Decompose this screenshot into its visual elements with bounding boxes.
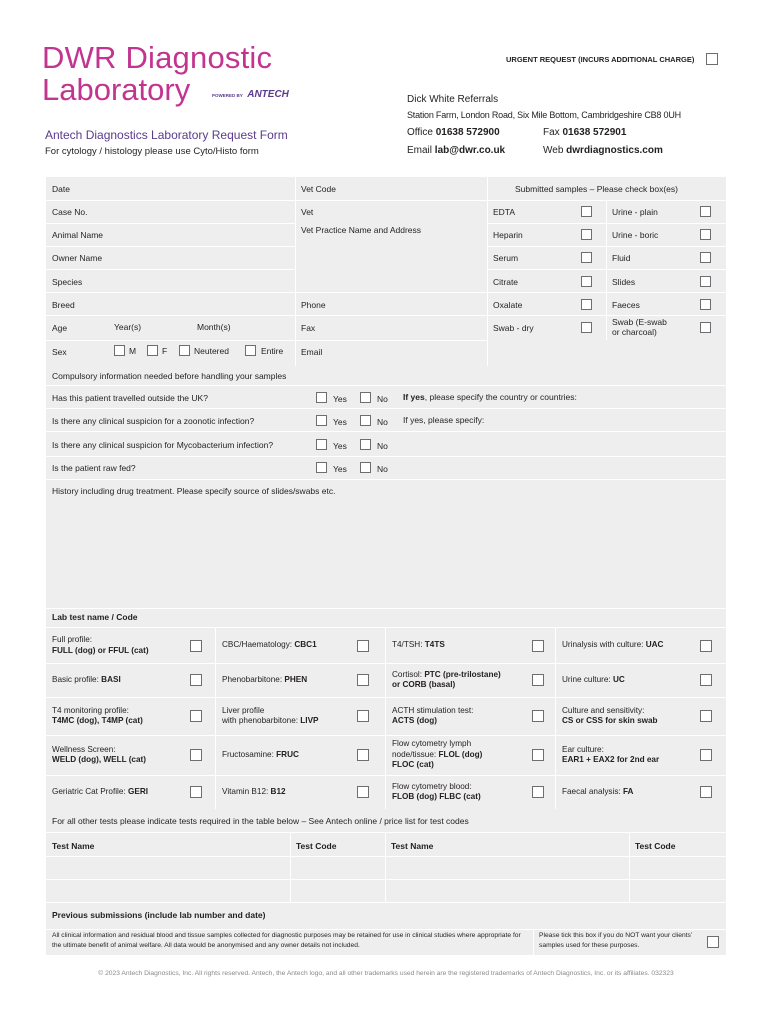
lab-test-item (392, 670, 532, 691)
sample-label: Faeces (612, 300, 640, 310)
vet-code-field[interactable]: Vet Code (301, 184, 336, 194)
vet-email-field[interactable]: Email (301, 347, 323, 357)
sample-label: Fluid (612, 253, 631, 263)
lab-test-line (562, 640, 702, 651)
lab-test-text: EAR1 + EAX2 for 2nd ear (562, 755, 660, 764)
lab-test-checkbox[interactable] (532, 710, 544, 722)
q4-no-checkbox[interactable] (360, 462, 371, 473)
sample-label: Slides (612, 277, 636, 287)
lab-test-line (222, 716, 362, 727)
lab-test-checkbox[interactable] (190, 674, 202, 686)
sample-label: Oxalate (493, 300, 523, 310)
footer-copyright: © 2023 Antech Diagnostics, Inc. All rights reserved. Antech, the Antech logo, and all other trademarks used herein are the registered trademarks of Antech Diagnostics, Inc. or its affiliates. 032323 (98, 970, 674, 977)
q1-no-checkbox[interactable] (360, 392, 371, 403)
sample-checkbox[interactable] (581, 299, 592, 310)
lab-test-text: T4MC (dog), T4MP (cat) (52, 716, 143, 725)
lab-test-line (392, 670, 532, 681)
question-q2: Is there any clinical suspicion for a zoonotic infection? (52, 416, 255, 426)
web-link[interactable]: dwrdiagnostics.com (566, 145, 663, 156)
sex-m-label: M (129, 346, 137, 356)
vet-fax-field[interactable]: Fax (301, 323, 316, 333)
lab-test-text: Fructosamine: (222, 749, 277, 759)
breed-field[interactable]: Breed (52, 300, 75, 310)
lab-test-text: GERI (127, 786, 149, 796)
lab-test-line (392, 716, 532, 727)
q2-no-label: No (377, 417, 388, 427)
patient-details-panel (46, 177, 726, 367)
sample-label: Citrate (493, 277, 519, 287)
lab-test-text: Full profile: (52, 635, 93, 644)
lab-test-item (562, 787, 702, 798)
logo-line1: DWR Diagnostic (42, 40, 273, 75)
history-field[interactable]: History including drug treatment. Please specify source of slides/swabs etc. (52, 486, 336, 496)
lab-test-line (222, 706, 362, 717)
lab-test-line (52, 745, 192, 756)
lab-test-line (222, 675, 362, 686)
lab-test-text: FRUC (276, 749, 299, 759)
lab-test-checkbox[interactable] (190, 749, 202, 761)
logo-line2: Laboratory (42, 72, 191, 107)
lab-test-checkbox[interactable] (700, 749, 712, 761)
vet-practice-field[interactable]: Vet Practice Name and Address (301, 225, 422, 235)
lab-test-item (222, 787, 362, 798)
case-no-field[interactable]: Case No. (52, 207, 88, 217)
lab-test-line (562, 706, 702, 717)
animal-name-field[interactable]: Animal Name (52, 230, 104, 240)
sample-checkbox[interactable] (700, 322, 711, 333)
lab-test-text: Vitamin B12: (222, 786, 271, 796)
lab-test-item (562, 745, 702, 766)
lab-test-line (562, 787, 702, 798)
lab-test-checkbox[interactable] (357, 674, 369, 686)
sample-label: Urine - boric (612, 230, 659, 240)
lab-test-text: Wellness Screen: (52, 744, 116, 754)
q1-yes-checkbox[interactable] (316, 392, 327, 403)
lab-test-text: Basic profile: (52, 674, 102, 684)
lab-test-text: FLOB (dog) FLBC (cat) (392, 792, 481, 801)
q1-note (403, 392, 577, 402)
test-name-header-1: Test Name (52, 841, 95, 851)
q1-no-label: No (377, 394, 388, 404)
lab-test-text: PHEN (284, 674, 308, 684)
lab-test-item (52, 787, 192, 798)
lab-test-checkbox[interactable] (700, 674, 712, 686)
lab-test-text: CBC/Haematology: (222, 640, 295, 650)
lab-test-line (392, 782, 532, 793)
lab-test-item (52, 706, 192, 727)
vet-field[interactable]: Vet (301, 207, 314, 217)
lab-test-text: CS or CSS for skin swab (562, 716, 658, 725)
lab-test-line (222, 640, 362, 651)
lab-test-text: UC (612, 674, 625, 684)
lab-tests-header: Lab test name / Code (52, 612, 138, 622)
lab-test-text: Geriatric Cat Profile: (52, 786, 128, 796)
lab-test-text: FULL (dog) or FFUL (cat) (52, 645, 149, 655)
age-months-label: Month(s) (197, 322, 231, 332)
q1-note-text: , please specify the country or countries: (424, 392, 577, 402)
lab-test-checkbox[interactable] (700, 710, 712, 722)
q3-yes-checkbox[interactable] (316, 439, 327, 450)
sample-checkbox[interactable] (700, 299, 711, 310)
sex-label: Sex (52, 347, 67, 357)
form-subtitle: For cytology / histology please use Cyto/Histo form (45, 146, 259, 157)
lab-test-line (392, 680, 532, 691)
lab-test-line (52, 716, 192, 727)
lab-test-text: ACTH stimulation test: (392, 705, 474, 715)
lab-test-text: Culture and sensitivity: (562, 705, 645, 715)
lab-test-checkbox[interactable] (357, 749, 369, 761)
previous-submissions-field[interactable]: Previous submissions (include lab number and date) (52, 910, 266, 920)
lab-test-checkbox[interactable] (700, 640, 712, 652)
lab-test-text: FLOC (cat) (392, 760, 434, 770)
lab-test-text: FA (622, 786, 634, 796)
lab-test-text: CBC1 (294, 640, 317, 650)
lab-test-text: or CORB (basal) (392, 680, 456, 689)
sample-checkbox[interactable] (581, 322, 592, 333)
lab-test-line (52, 755, 192, 766)
sex-m-checkbox[interactable] (114, 345, 125, 356)
lab-test-text: T4 monitoring profile: (52, 705, 129, 715)
sample-checkbox[interactable] (581, 252, 592, 263)
neutered-checkbox[interactable] (179, 345, 190, 356)
lab-test-item (222, 750, 362, 761)
q2-no-checkbox[interactable] (360, 415, 371, 426)
lab-test-text: Phenobarbitone: (222, 674, 285, 684)
website (543, 145, 663, 156)
lab-test-line (392, 760, 532, 771)
data-notice: All clinical information and residual blood and tissue samples collected for diagnostic purposes may be retained for use in clinical studies where appropriate for the ultimate benefit of animal welfare. All data would be anonymised and any owner details not included. (52, 932, 521, 949)
office-phone (407, 127, 500, 138)
lab-test-text: BASI (101, 674, 121, 684)
lab-test-item (222, 640, 362, 651)
lab-test-item (392, 706, 532, 727)
question-q3: Is there any clinical suspicion for Mycobacterium infection? (52, 440, 274, 450)
owner-name-field[interactable]: Owner Name (52, 253, 103, 263)
q4-yes-checkbox[interactable] (316, 462, 327, 473)
lab-test-text: LIVP (300, 716, 319, 725)
lab-test-text: T4/TSH: (392, 640, 425, 650)
q2-yes-checkbox[interactable] (316, 415, 327, 426)
test-name-header-2: Test Name (391, 841, 434, 851)
test-code-header-1: Test Code (296, 841, 337, 851)
sample-label: Urine - plain (612, 207, 658, 217)
form-title: Antech Diagnostics Laboratory Request Form (45, 128, 288, 142)
q4-no-label: No (377, 464, 388, 474)
q3-no-label: No (377, 441, 388, 451)
lab-test-text: UAC (645, 640, 664, 650)
lab-test-line (52, 675, 192, 686)
lab-test-checkbox[interactable] (532, 674, 544, 686)
q2-note: If yes, please specify: (403, 415, 485, 425)
q4-yes-label: Yes (333, 464, 347, 474)
sample-label: Swab (E-swab or charcoal) (612, 317, 667, 337)
lab-test-text: WELD (dog), WELL (cat) (52, 755, 146, 764)
optout-text: Please tick this box if you do NOT want your clients’ samples used for these purposes. (539, 932, 693, 949)
email (407, 145, 505, 156)
lab-test-item (562, 706, 702, 727)
lab-test-line (562, 755, 702, 766)
q3-yes-label: Yes (333, 441, 347, 451)
lab-test-checkbox[interactable] (532, 749, 544, 761)
sample-label: Heparin (493, 230, 523, 240)
q2-yes-label: Yes (333, 417, 347, 427)
lab-test-line (52, 787, 192, 798)
other-tests-header: For all other tests please indicate tests required in the table below – See Antech online / price list for test codes (52, 816, 469, 826)
age-years-label: Year(s) (114, 322, 142, 332)
lab-test-line (52, 706, 192, 717)
lab-test-line (222, 750, 362, 761)
lab-test-line (562, 675, 702, 686)
sample-checkbox[interactable] (581, 276, 592, 287)
lab-test-checkbox[interactable] (357, 710, 369, 722)
lab-test-checkbox[interactable] (357, 640, 369, 652)
logo (42, 42, 302, 106)
lab-test-text: Ear culture: (562, 744, 604, 754)
sample-checkbox[interactable] (700, 206, 711, 217)
sample-checkbox[interactable] (700, 229, 711, 240)
lab-test-checkbox[interactable] (357, 786, 369, 798)
lab-test-text: Flow cytometry blood: (392, 781, 472, 791)
lab-test-checkbox[interactable] (532, 640, 544, 652)
lab-test-line (392, 792, 532, 803)
q1-note-bold: If yes (403, 392, 425, 402)
lab-test-text: Cortisol: (392, 669, 425, 679)
neutered-label: Neutered (194, 346, 229, 356)
lab-test-line (222, 787, 362, 798)
lab-test-text: PTC (pre-trilostane) (424, 669, 501, 679)
lab-test-text: with phenobarbitone: (222, 716, 301, 725)
lab-test-text: Liver profile (222, 705, 265, 715)
fax-label: Fax (543, 127, 560, 138)
test-code-header-2: Test Code (635, 841, 676, 851)
lab-test-line (52, 635, 192, 646)
sample-checkbox[interactable] (581, 229, 592, 240)
office-number: 01638 572900 (435, 127, 500, 138)
date-field[interactable]: Date (52, 184, 70, 194)
lab-test-line (52, 646, 192, 657)
sample-checkbox[interactable] (700, 276, 711, 287)
sample-label: EDTA (493, 207, 516, 217)
entire-label: Entire (261, 346, 284, 356)
powered-by-text: POWERED BY (212, 93, 243, 98)
lab-test-text: node/tissue: (392, 749, 439, 759)
species-field[interactable]: Species (52, 277, 83, 287)
lab-test-item (52, 635, 192, 656)
vet-phone-field[interactable]: Phone (301, 300, 326, 310)
lab-test-line (392, 750, 532, 761)
lab-test-text: T4TS (424, 640, 445, 650)
lab-test-text: Flow cytometry lymph (392, 739, 472, 749)
q3-no-checkbox[interactable] (360, 439, 371, 450)
powered-by (212, 84, 289, 102)
lab-test-line (392, 739, 532, 750)
fax-value: 01638 572901 (562, 127, 627, 138)
sex-f-label: F (162, 346, 168, 356)
lab-test-text: Urinalysis with culture: (562, 640, 646, 650)
sample-label: Serum (493, 253, 519, 263)
lab-test-checkbox[interactable] (532, 786, 544, 798)
question-q1: Has this patient travelled outside the UK? (52, 393, 208, 403)
question-q4: Is the patient raw fed? (52, 463, 136, 473)
lab-test-item (52, 675, 192, 686)
entire-checkbox[interactable] (245, 345, 256, 356)
web-label: Web (543, 145, 564, 156)
sample-checkbox[interactable] (581, 206, 592, 217)
email-link[interactable]: lab@dwr.co.uk (434, 145, 506, 156)
lab-name: Dick White Referrals (407, 94, 499, 105)
lab-test-item (222, 706, 362, 727)
lab-test-checkbox[interactable] (190, 786, 202, 798)
lab-test-item (392, 739, 532, 771)
fax-number (543, 127, 626, 138)
urgent-request-label: URGENT REQUEST (INCURS ADDITIONAL CHARGE) (506, 55, 695, 64)
sex-f-checkbox[interactable] (147, 345, 158, 356)
lab-test-item (562, 640, 702, 651)
lab-test-checkbox[interactable] (190, 710, 202, 722)
lab-test-item (52, 745, 192, 766)
lab-test-line (392, 706, 532, 717)
lab-test-text: B12 (270, 786, 286, 796)
lab-test-checkbox[interactable] (700, 786, 712, 798)
optout-checkbox[interactable] (707, 936, 719, 948)
sample-label: Swab - dry (493, 323, 534, 333)
lab-test-checkbox[interactable] (190, 640, 202, 652)
office-label: Office (407, 127, 433, 138)
lab-test-line (562, 745, 702, 756)
samples-header: Submitted samples – Please check box(es) (515, 184, 678, 194)
urgent-request-checkbox[interactable] (706, 53, 718, 65)
sample-checkbox[interactable] (700, 252, 711, 263)
lab-test-line (392, 640, 532, 651)
lab-test-text: Urine culture: (562, 674, 613, 684)
lab-test-line (562, 716, 702, 727)
lab-address: Station Farm, London Road, Six Mile Bottom, Cambridgeshire CB8 0UH (407, 110, 681, 120)
lab-test-item (222, 675, 362, 686)
lab-test-text: Faecal analysis: (562, 786, 623, 796)
lab-test-text: ACTS (dog) (392, 716, 438, 725)
lab-test-item (392, 640, 532, 651)
lab-test-item (392, 782, 532, 803)
age-field[interactable]: Age (52, 323, 68, 333)
lab-test-text: FLOL (dog) (438, 749, 483, 759)
antech-logo: ANTECH (247, 89, 289, 100)
lab-test-item (562, 675, 702, 686)
email-label: Email (407, 145, 433, 156)
q1-yes-label: Yes (333, 394, 347, 404)
compulsory-header: Compulsory information needed before handling your samples (52, 371, 287, 381)
